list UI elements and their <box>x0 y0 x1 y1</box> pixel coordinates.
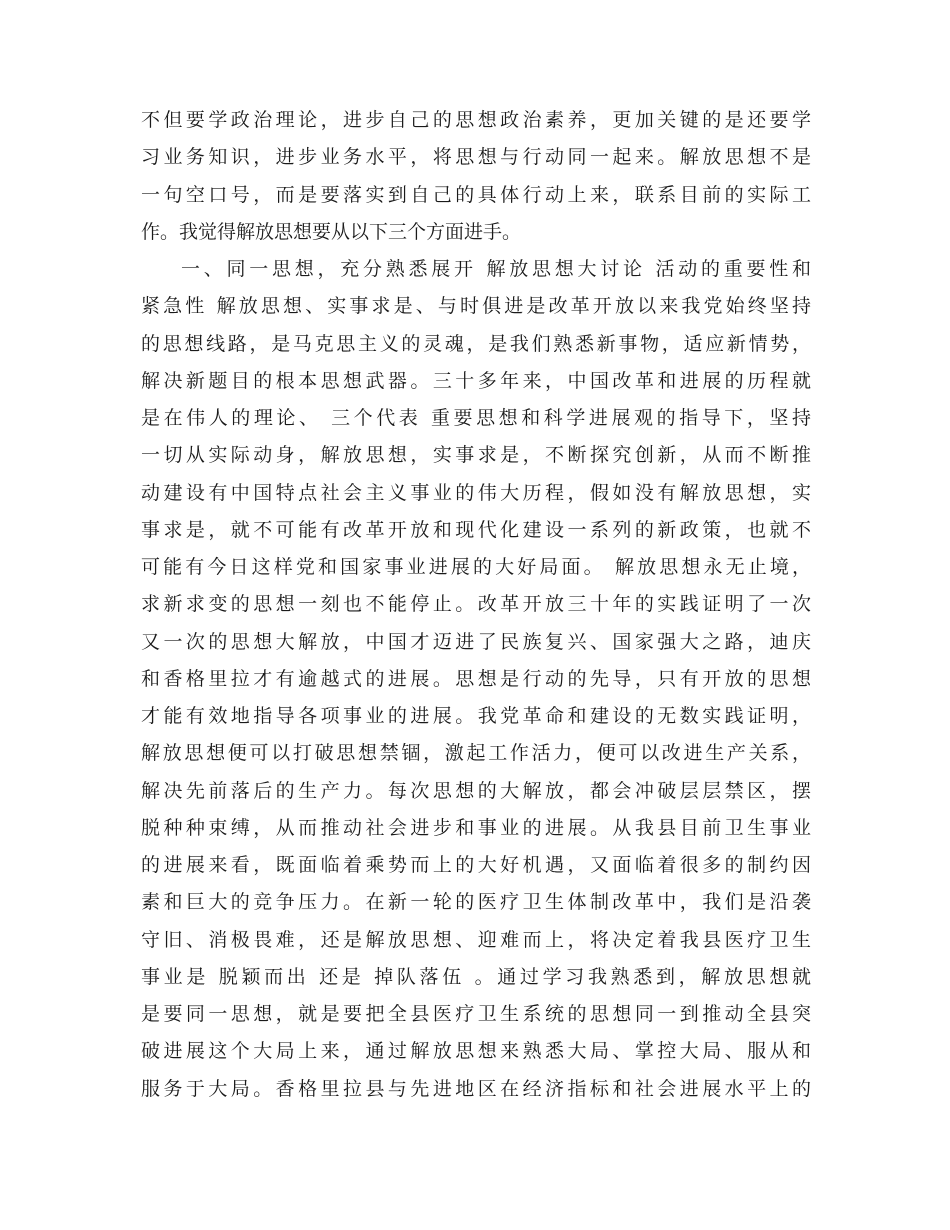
text-line: 素和巨大的竞争压力。在新一轮的医疗卫生体制改革中，我们是沿袭 <box>141 891 811 914</box>
paragraph-2 <box>141 251 811 1108</box>
text-line: 一句空口号，而是要落实到自己的具体行动上来，联系目前的实际工 <box>141 183 811 206</box>
text-line: 破进展这个大局上来，通过解放思想来熟悉大局、掌控大局、服从和 <box>141 1040 811 1063</box>
text-line: 解决新题目的根本思想武器。三十多年来，中国改革和进展的历程就 <box>141 369 811 392</box>
text-line: 的进展来看，既面临着乘势而上的大好机遇，又面临着很多的制约因 <box>141 854 811 876</box>
text-line: 脱种种束缚，从而推动社会进步和事业的进展。从我县目前卫生事业 <box>141 816 811 839</box>
text-line: 守旧、消极畏难，还是解放思想、迎难而上，将决定着我县医疗卫生 <box>141 928 811 951</box>
text-line: 习业务知识，进步业务水平，将思想与行动同一起来。解放思想不是 <box>141 146 811 169</box>
text-line: 一切从实际动身，解放思想，实事求是，不断探究创新，从而不断推 <box>141 444 811 467</box>
paragraph-1 <box>141 102 811 251</box>
text-line: 服务于大局。香格里拉县与先进地区在经济指标和社会进展水平上的 <box>141 1077 811 1100</box>
text-line: 作。我觉得解放思想要从以下三个方面进手。 <box>141 220 522 243</box>
text-line: 和香格里拉才有逾越式的进展。思想是行动的先导，只有开放的思想 <box>141 667 811 690</box>
text-line: 解决先前落后的生产力。每次思想的大解放，都会冲破层层禁区，摆 <box>141 779 811 802</box>
text-line: 可能有今日这样党和国家事业进展的大好局面。 解放思想永无止境， <box>141 556 811 578</box>
text-line: 一、同一思想，充分熟悉展开 解放思想大讨论 活动的重要性和 <box>181 258 811 280</box>
text-line: 事求是，就不可能有改革开放和现代化建设一系列的新政策，也就不 <box>141 518 811 541</box>
text-line: 又一次的思想大解放，中国才迈进了民族复兴、国家强大之路，迪庆 <box>141 630 811 653</box>
text-line: 不但要学政治理论，进步自己的思想政治素养，更加关键的是还要学 <box>141 109 811 131</box>
text-line: 紧急性 解放思想、实事求是、与时俱进是改革开放以来我党始终坚持 <box>141 295 811 318</box>
text-line: 的思想线路，是马克思主义的灵魂，是我们熟悉新事物，适应新情势， <box>141 332 811 355</box>
text-line: 是在伟人的理论、 三个代表 重要思想和科学进展观的指导下，坚持 <box>141 407 811 429</box>
text-line: 求新求变的思想一刻也不能停止。改革开放三十年的实践证明了一次 <box>141 593 811 616</box>
text-line: 解放思想便可以打破思想禁锢，激起工作活力，便可以改进生产关系， <box>141 742 811 765</box>
text-line: 是要同一思想，就是要把全县医疗卫生系统的思想同一到推动全县突 <box>141 1003 811 1025</box>
text-line: 才能有效地指导各项事业的进展。我党革命和建设的无数实践证明， <box>141 705 811 727</box>
text-line: 动建设有中国特点社会主义事业的伟大历程，假如没有解放思想，实 <box>141 481 811 504</box>
document-body <box>141 102 811 1108</box>
text-line: 事业是 脱颖而出 还是 掉队落伍 。通过学习我熟悉到，解放思想就 <box>141 965 811 988</box>
